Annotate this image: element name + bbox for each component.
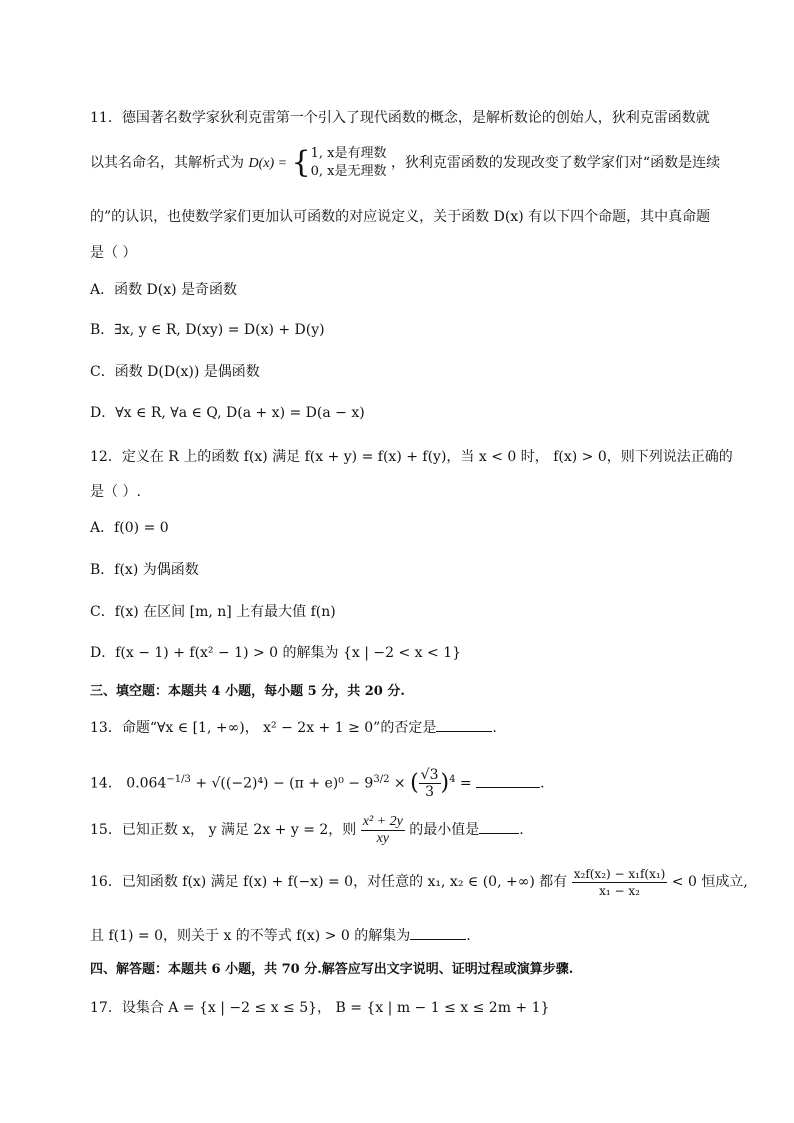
q14-power: 4 <box>449 774 456 785</box>
q14-term3: − (π + e)⁰ − 9 <box>272 775 374 792</box>
q14-times: × <box>393 775 406 792</box>
dirichlet-function-lhs: D(x) = <box>248 156 288 171</box>
section-3-heading: 三、填空题：本题共 4 小题，每小题 5 分，共 20 分. <box>90 684 405 699</box>
q12-option-d: D．f(x − 1) + f(x² − 1) > 0 的解集为 {x | −2 < x < 1} <box>90 645 462 661</box>
q12-line1: 12．定义在 R 上的函数 f(x) 满足 f(x + y) = f(x) + f(y)，当 x < 0 时， f(x) > 0，则下列说法正确的 <box>90 449 733 465</box>
q14-paren-close: ) <box>440 770 450 796</box>
q11-option-d: D．∀x ∈ R, ∀a ∈ Q, D(a + x) = D(a − x) <box>90 405 365 421</box>
dirichlet-cases <box>311 145 387 181</box>
q14 <box>90 760 545 804</box>
q14-term1: 0.064 <box>126 775 167 792</box>
q14-term3-exponent: 3/2 <box>373 774 390 785</box>
q15-post: 的最小值是 <box>409 822 480 838</box>
q14-term2: + √((−2)⁴) <box>195 775 269 792</box>
q16-post: < 0 恒成立, <box>671 874 748 890</box>
q12-line2: 是（ ）. <box>90 484 141 500</box>
q15-frac-den: xy <box>376 830 390 846</box>
q16-line1 <box>90 860 748 904</box>
q13-answer-blank[interactable] <box>436 717 492 732</box>
case-irrational: 0, x是无理数 <box>310 164 387 179</box>
case-rational: 1, x是有理数 <box>310 146 387 161</box>
q15-frac-num: x² + 2y <box>362 813 403 829</box>
q11-option-a: A．函数 D(x) 是奇函数 <box>90 282 238 298</box>
q14-answer-blank[interactable] <box>476 773 540 788</box>
q11-line2-post: ，狄利克雷函数的发现改变了数学家们对“函数是连续 <box>390 155 721 171</box>
q14-frac-num: √3 <box>420 767 439 784</box>
q16-line2 <box>90 925 471 946</box>
q13 <box>90 717 497 738</box>
q16-fraction <box>572 866 668 899</box>
q11-option-b: B．∃x, y ∈ R, D(xy) = D(x) + D(y) <box>90 322 325 338</box>
q11-line2-pre: 以其名命名，其解析式为 <box>90 155 244 171</box>
q16-pre: 16．已知函数 f(x) 满足 f(x) + f(−x) = 0，对任意的 x₁, x₂ ∈ (0, +∞) 都有 <box>90 874 568 890</box>
q13-text: 13．命题“∀x ∈ [1, +∞)， x² − 2x + 1 ≥ 0”的否定是 <box>90 720 437 736</box>
q14-equals: = <box>459 775 472 792</box>
q12-option-a: A．f(0) = 0 <box>90 520 169 536</box>
q12-option-c: C．f(x) 在区间 [m, n] 上有最大值 f(n) <box>90 604 336 620</box>
q11-line3: 的”的认识，也使数学家们更加认可函数的对应说定义，关于函数 D(x) 有以下四个命题，其中真命题 <box>90 209 711 225</box>
q15-end: . <box>519 822 524 838</box>
q15-answer-blank[interactable] <box>479 819 519 834</box>
q13-end: . <box>492 720 497 736</box>
q16-frac-den: x₁ − x₂ <box>599 883 640 898</box>
q14-paren-open: ( <box>410 770 419 796</box>
q15-fraction <box>361 814 405 847</box>
cases-brace: { <box>291 145 311 180</box>
q11-line2 <box>90 145 720 182</box>
q15-pre: 15．已知正数 x， y 满足 2x + y = 2，则 <box>90 822 357 838</box>
q14-frac-den: 3 <box>425 784 435 801</box>
q14-term1-exponent: −1/3 <box>166 774 191 785</box>
q16-answer-blank[interactable] <box>410 925 466 940</box>
q16-frac-num: x₂f(x₂) − x₁f(x₁) <box>573 866 666 881</box>
q17: 17．设集合 A = {x | −2 ≤ x ≤ 5}， B = {x | m − 1 ≤ x ≤ 2m + 1} <box>90 1000 550 1016</box>
q15 <box>90 810 524 850</box>
q11-line1: 11．德国著名数学家狄利克雷第一个引入了现代函数的概念，是解析数论的创始人，狄利克雷函数就 <box>90 110 710 126</box>
q12-option-b: B．f(x) 为偶函数 <box>90 562 199 578</box>
q11-option-c: C．函数 D(D(x)) 是偶函数 <box>90 364 260 380</box>
q16-end: . <box>466 928 471 944</box>
section-4-heading: 四、解答题：本题共 6 小题，共 70 分.解答应写出文字说明、证明过程或演算步骤. <box>90 962 574 977</box>
q14-lead: 14． <box>90 775 122 792</box>
q11-line4: 是（ ） <box>90 245 137 261</box>
q14-end: . <box>540 775 545 792</box>
q14-fraction <box>419 767 441 800</box>
q16-line2-text: 且 f(1) = 0，则关于 x 的不等式 f(x) > 0 的解集为 <box>90 928 411 944</box>
